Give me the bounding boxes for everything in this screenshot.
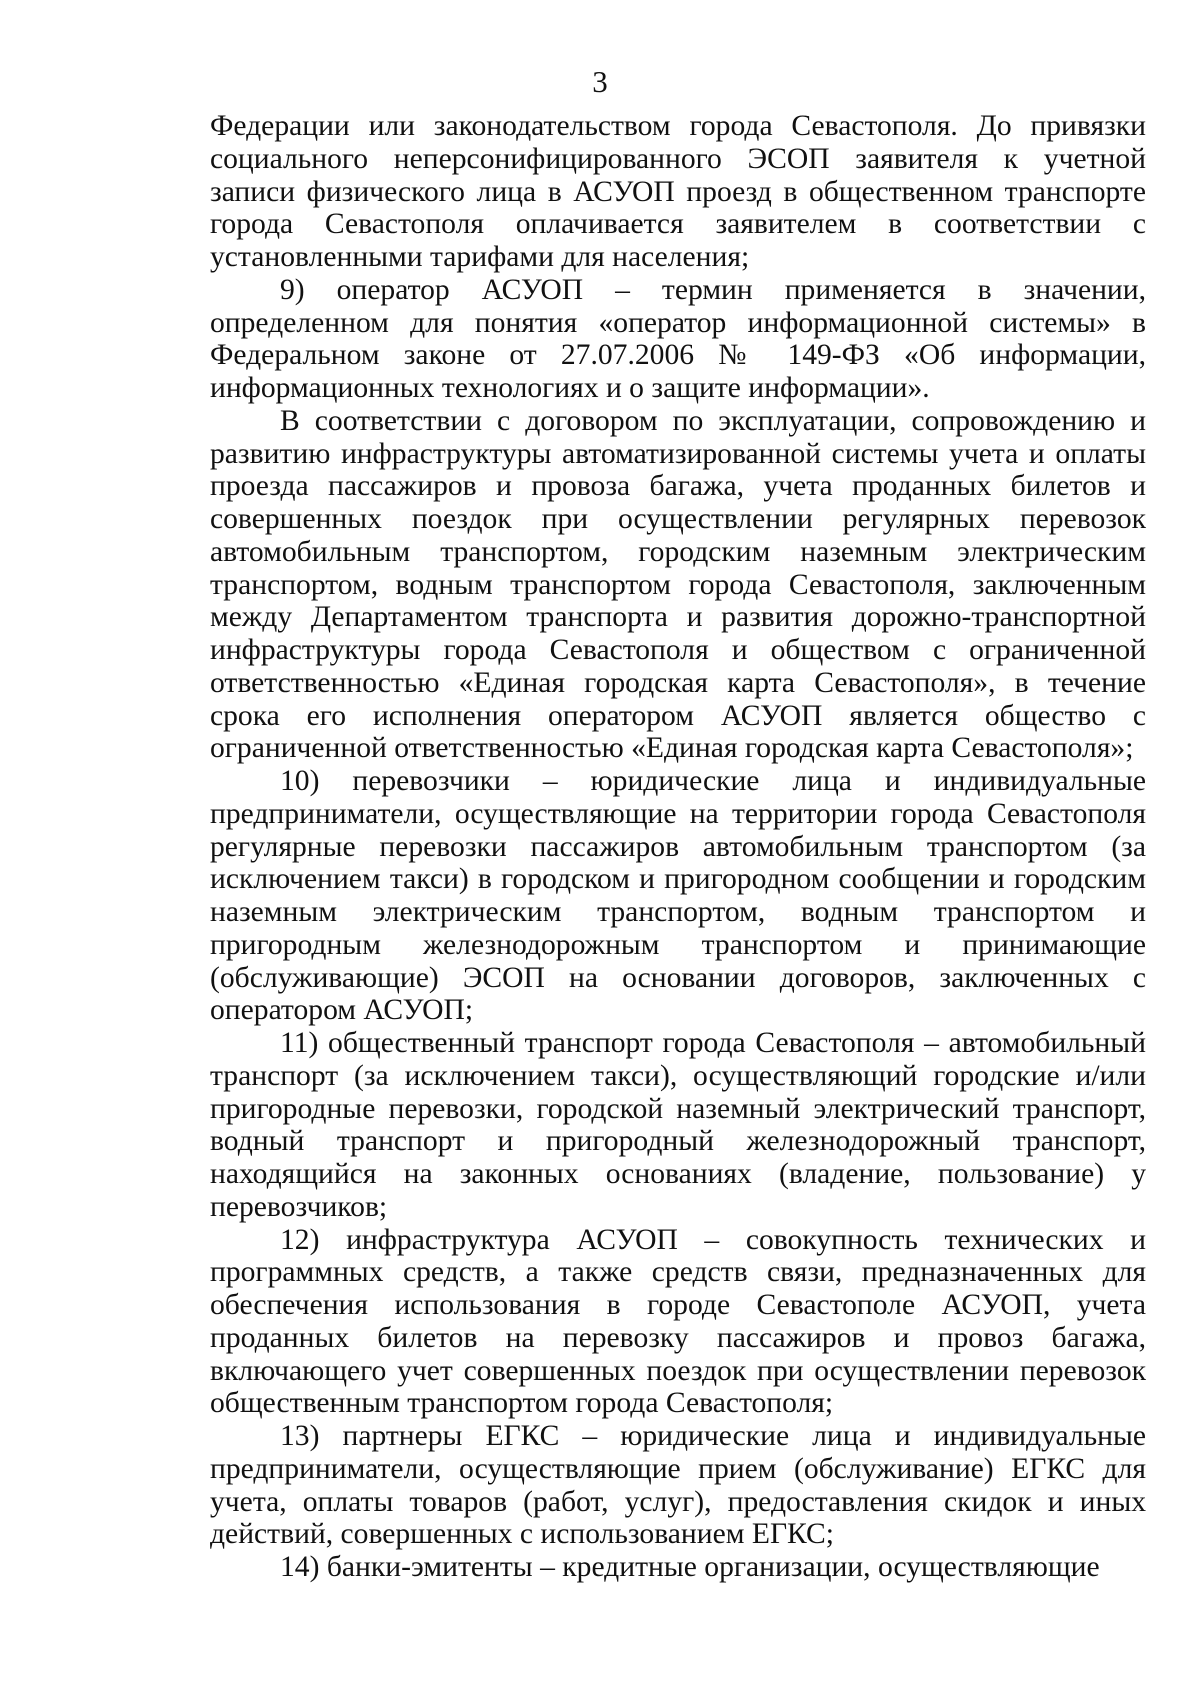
paragraph-item-14: 14) банки-эмитенты – кредитные организации, осуществляющие [280, 1551, 1100, 1583]
paragraph-item-13: 13) партнеры ЕГКС – юридические лица и индивидуальные предприниматели, осуществляющие прием (обслуживание) ЕГКС для учета, оплаты товаров (работ, услуг), предоставления скидок и иных действий, совершенных с использованием ЕГКС; [210, 1420, 1146, 1551]
paragraph-item-9: 9) оператор АСУОП – термин применяется в значении, определенном для понятия «оператор информационной системы» в Федеральном законе от 27.07.2006 № 149-ФЗ «Об информации, информационных технологиях и о защите информации». [210, 273, 1146, 404]
page-number: 3 [592, 64, 608, 99]
paragraph-item-12: 12) инфраструктура АСУОП – совокупность технических и программных средств, а также средств связи, предназначенных для обеспечения использования в городе Севастополе АСУОП, учета проданных билетов на перевозку пассажиров и провоз багажа, включающего учет совершенных поездок при осуществлении перевозок общественным транспортом города Севастополя; [210, 1223, 1146, 1420]
paragraph-item-10: 10) перевозчики – юридические лица и индивидуальные предприниматели, осуществляющие на территории города Севастополя регулярные перевозки пассажиров автомобильным транспортом (за исключением такси) в городском и пригородном сообщении и городским наземным электрическим транспортом, водным транспортом и пригородным железнодорожным транспортом и принимающие (обслуживающие) ЭСОП на основании договоров, заключенных с оператором АСУОП; [210, 765, 1146, 1027]
paragraph-item-11: 11) общественный транспорт города Севастополя – автомобильный транспорт (за исключением такси), осуществляющий городские и/или пригородные перевозки, городской наземный электрический транспорт, водный транспорт и пригородный железнодорожный транспорт, находящийся на законных основаниях (владение, пользование) у перевозчиков; [210, 1027, 1146, 1223]
document-body [210, 110, 1146, 1584]
paragraph-operator-contract: В соответствии с договором по эксплуатации, сопровождению и развитию инфраструктуры автоматизированной системы учета и оплаты проезда пассажиров и провоза багажа, учета проданных билетов и совершенных поездок при осуществлении регулярных перевозок автомобильным транспортом, городским наземным электрическим транспортом, водным транспортом города Севастополя, заключенным между Департаментом транспорта и развития дорожно-транспортной инфраструктуры города Севастополя и обществом с ограниченной ответственностью «Единая городская карта Севастополя», в течение срока его исполнения оператором АСУОП является общество с ограниченной ответственностью «Единая городская карта Севастополя»; [210, 404, 1146, 765]
paragraph-continuation: Федерации или законодательством города Севастополя. До привязки социального неперсонифицированного ЭСОП заявителя к учетной записи физического лица в АСУОП проезд в общественном транспорте города Севастополя оплачивается заявителем в соответствии с установленными тарифами для населения; [210, 110, 1146, 273]
